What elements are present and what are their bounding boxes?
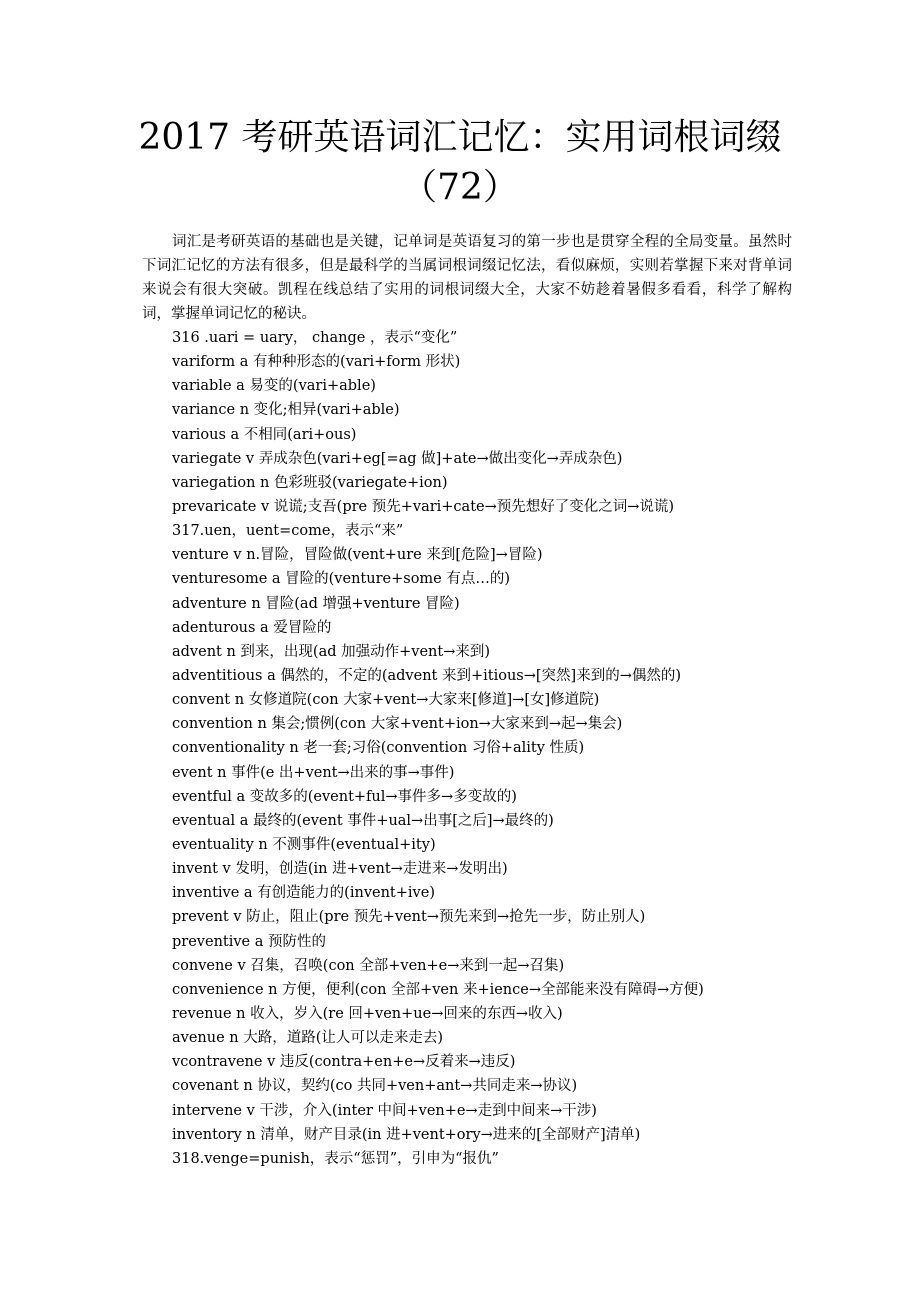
vocabulary-entry: variform a 有种种形态的(vari+form 形状) [172,354,461,371]
vocabulary-entry: convention n 集会;惯例(con 大家+vent+ion→大家来到→起→集会) [172,716,623,733]
vocabulary-entry: venturesome a 冒险的(venture+some 有点…的) [172,571,511,588]
vocabulary-entry: avenue n 大路，道路(让人可以走来走去) [172,1030,444,1047]
vocabulary-entry: event n 事件(e 出+vent→出来的事→事件) [172,764,455,781]
vocabulary-list [172,326,812,1171]
page-title: 2017 考研英语词汇记忆：实用词根词缀 [138,117,782,158]
intro-paragraph: 词汇是考研英语的基础也是关键，记单词是英语复习的第一步也是贯穿全程的全局变量。虽然时下词汇记忆的方法有很多，但是最科学的当属词根词缀记忆法，看似麻烦，实则若掌握下来对背单词来说会有很大突破。凯程在线总结了实用的词根词缀大全，大家不妨趁着暑假多看看，科学了解构词，掌握单词记忆的秘诀。 [142,234,792,322]
vocabulary-entry: 316 .uari = uary， change ，表示“变化” [172,330,458,346]
vocabulary-entry: convent n 女修道院(con 大家+vent→大家来[修道]→[女]修道院) [172,692,600,709]
vocabulary-entry: prevaricate v 说谎;支吾(pre 预先+vari+cate→预先想好了变化之词→说谎) [172,498,675,515]
vocabulary-entry: convene v 召集，召唤(con 全部+ven+e→来到一起→召集) [172,957,565,974]
vocabulary-entry: 317.uen，uent=come，表示“来” [172,523,404,540]
vocabulary-entry: eventual a 最终的(event 事件+ual→出事[之后]→最终的) [172,812,554,829]
vocabulary-entry: variable a 易变的(vari+able) [172,378,376,395]
vocabulary-entry: convenience n 方便，便利(con 全部+ven 来+ience→全部能来没有障碍→方便) [172,981,704,998]
vocabulary-entry: advent n 到来，出现(ad 加强动作+vent→来到) [172,643,491,660]
vocabulary-entry: covenant n 协议，契约(co 共同+ven+ant→共同走来→协议) [172,1078,578,1095]
vocabulary-entry: various a 不相同(ari+ous) [172,426,357,443]
vocabulary-entry: prevent v 防止，阻止(pre 预先+vent→预先来到→抢先一步，防止别人) [172,909,646,926]
vocabulary-entry: conventionality n 老一套;习俗(convention 习俗+ality 性质) [172,740,585,757]
vocabulary-entry: vcontravene v 违反(contra+en+e→反着来→违反) [172,1054,516,1071]
vocabulary-entry: 318.venge=punish，表示“惩罚”，引申为“报仇” [172,1150,499,1167]
vocabulary-entry: inventive a 有创造能力的(invent+ive) [172,885,435,902]
vocabulary-entry: variance n 变化;相异(vari+able) [172,402,400,419]
vocabulary-entry: variegate v 弄成杂色(vari+eg[=ag 做]+ate→做出变化→弄成杂色) [172,450,623,467]
vocabulary-entry: invent v 发明，创造(in 进+vent→走进来→发明出) [172,861,508,878]
vocabulary-entry: variegation n 色彩班驳(variegate+ion) [172,474,448,491]
vocabulary-entry: adventitious a 偶然的，不定的(advent 来到+itious→[突然]来到的→偶然的) [172,667,681,684]
vocabulary-entry: eventful a 变故多的(event+ful→事件多→多变故的) [172,788,517,805]
vocabulary-entry: adventure n 冒险(ad 增强+venture 冒险) [172,595,460,612]
vocabulary-entry: preventive a 预防性的 [172,933,327,950]
vocabulary-entry: intervene v 干涉，介入(inter 中间+ven+e→走到中间来→干涉) [172,1102,597,1119]
vocabulary-entry: inventory n 清单，财产目录(in 进+vent+ory→进来的[全部财产]清单) [172,1126,641,1143]
vocabulary-entry: revenue n 收入，岁入(re 回+ven+ue→回来的东西→收入) [172,1005,563,1022]
vocabulary-entry: eventuality n 不测事件(eventual+ity) [172,836,436,853]
page-title-number: （72） [401,167,519,208]
vocabulary-entry: venture v n.冒险，冒险做(vent+ure 来到[危险]→冒险) [172,547,543,564]
vocabulary-entry: adenturous a 爱冒险的 [172,619,332,636]
